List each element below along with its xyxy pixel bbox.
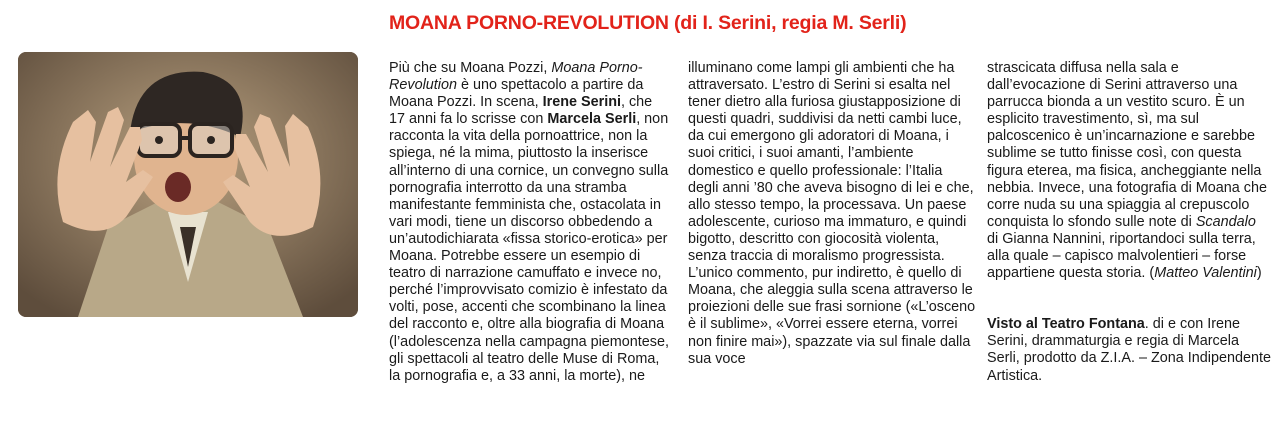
italic-text: Matteo Valentini bbox=[1154, 265, 1257, 282]
text-run: , che 17 anni fa lo scrisse con bbox=[389, 94, 653, 128]
text-run: Più che su Moana Pozzi, bbox=[389, 60, 552, 76]
text-run: di Gianna Nannini, riportandoci sulla terra, alla quale – capisco malvolentieri – forse appartiene questa storia. ( bbox=[987, 230, 1256, 282]
article-column-3 bbox=[987, 60, 1271, 385]
article-photo bbox=[18, 52, 358, 317]
production-credits bbox=[987, 316, 1271, 384]
bold-text: Marcela Serli bbox=[547, 111, 637, 128]
bold-text: Irene Serini bbox=[542, 94, 621, 111]
text-run: ) bbox=[1256, 265, 1262, 282]
text-run: , non racconta la vita della pornoattrice, non la spiega, né la mima, piuttosto la inserisce all’interno di una cornice, un convegno sulla pornografia interrotto da una stramba manifestante femminista che, ostacolata in vari modi, tiene un discorso obbedendo a un’autodichiarata «fissa storico-erotica» per Moana. Potrebbe essere un esempio di teatro di narrazione camuffato e invece no, perché l’improvvisato comizio è infestato da volti, pose, accenti che scombinano la linea del racconto e, oltre alla biografia di Moana (l’adolescenza nella campagna piemontese, gli spettacoli al teatro delle Muse di Roma, la pornografia e, a 33 anni, la morte), ne bbox=[389, 111, 669, 384]
body-paragraph-3 bbox=[987, 60, 1271, 282]
article-column-1 bbox=[389, 60, 669, 385]
italic-text: Scandalo bbox=[1195, 213, 1256, 230]
text-run: è uno spettacolo a partire da Moana Pozzi. In scena, bbox=[389, 77, 644, 111]
text-run: . di e con Irene Serini, drammaturgia e regia di Marcela Serli, prodotto da Z.I.A. – Zona Indipendente Artistica. bbox=[987, 316, 1271, 384]
bold-text: Visto al Teatro Fontana bbox=[987, 316, 1145, 333]
text-run: illuminano come lampi gli ambienti che ha attraversato. L’estro di Serini si esalta nel tener dietro alla furiosa giustapposizione di questi quadri, suddivisi da netti cambi luce, da cui emergono gli adoratori di Moana, i suoi critici, i suoi amanti, l’ambiente domestico e quello professionale: l’Italia degli anni ’80 che aveva bisogno di lei e che, allo stesso tempo, la processava. Un paese adolescente, curioso ma immaturo, e quindi bigotto, descritto con giocosità violenta, senza traccia di moralismo progressista. L’unico commento, pur indiretto, è quello di Moana, che aleggia sulla scena attraverso le proiezioni delle sue frasi sornione («L’osceno è il sublime», «Vorrei essere eterna, vorrei non finire mai»), spazzate via sul finale dalla sua voce bbox=[688, 60, 976, 367]
article-title: MOANA PORNO-REVOLUTION (di I. Serini, regia M. Serli) bbox=[389, 12, 907, 34]
italic-text: Moana Porno-Revolution bbox=[389, 60, 643, 94]
body-paragraph-1 bbox=[389, 60, 669, 385]
body-paragraph-2 bbox=[688, 60, 976, 368]
text-run: strascicata diffusa nella sala e dall’evocazione di Serini attraverso una parrucca bionda a un vestito scuro. È un esplicito travestimento, sì, ma sul palcoscenico è un’incarnazione e sarebbe sublime se tutto finisse così, con questa figura eterea, ma fisica, ancheggiante nella nebbia. Invece, una fotografia di Moana che corre nuda su una spiaggia al crepuscolo conquista lo sfondo sulle note di bbox=[987, 60, 1268, 230]
article-column-2 bbox=[688, 60, 976, 368]
